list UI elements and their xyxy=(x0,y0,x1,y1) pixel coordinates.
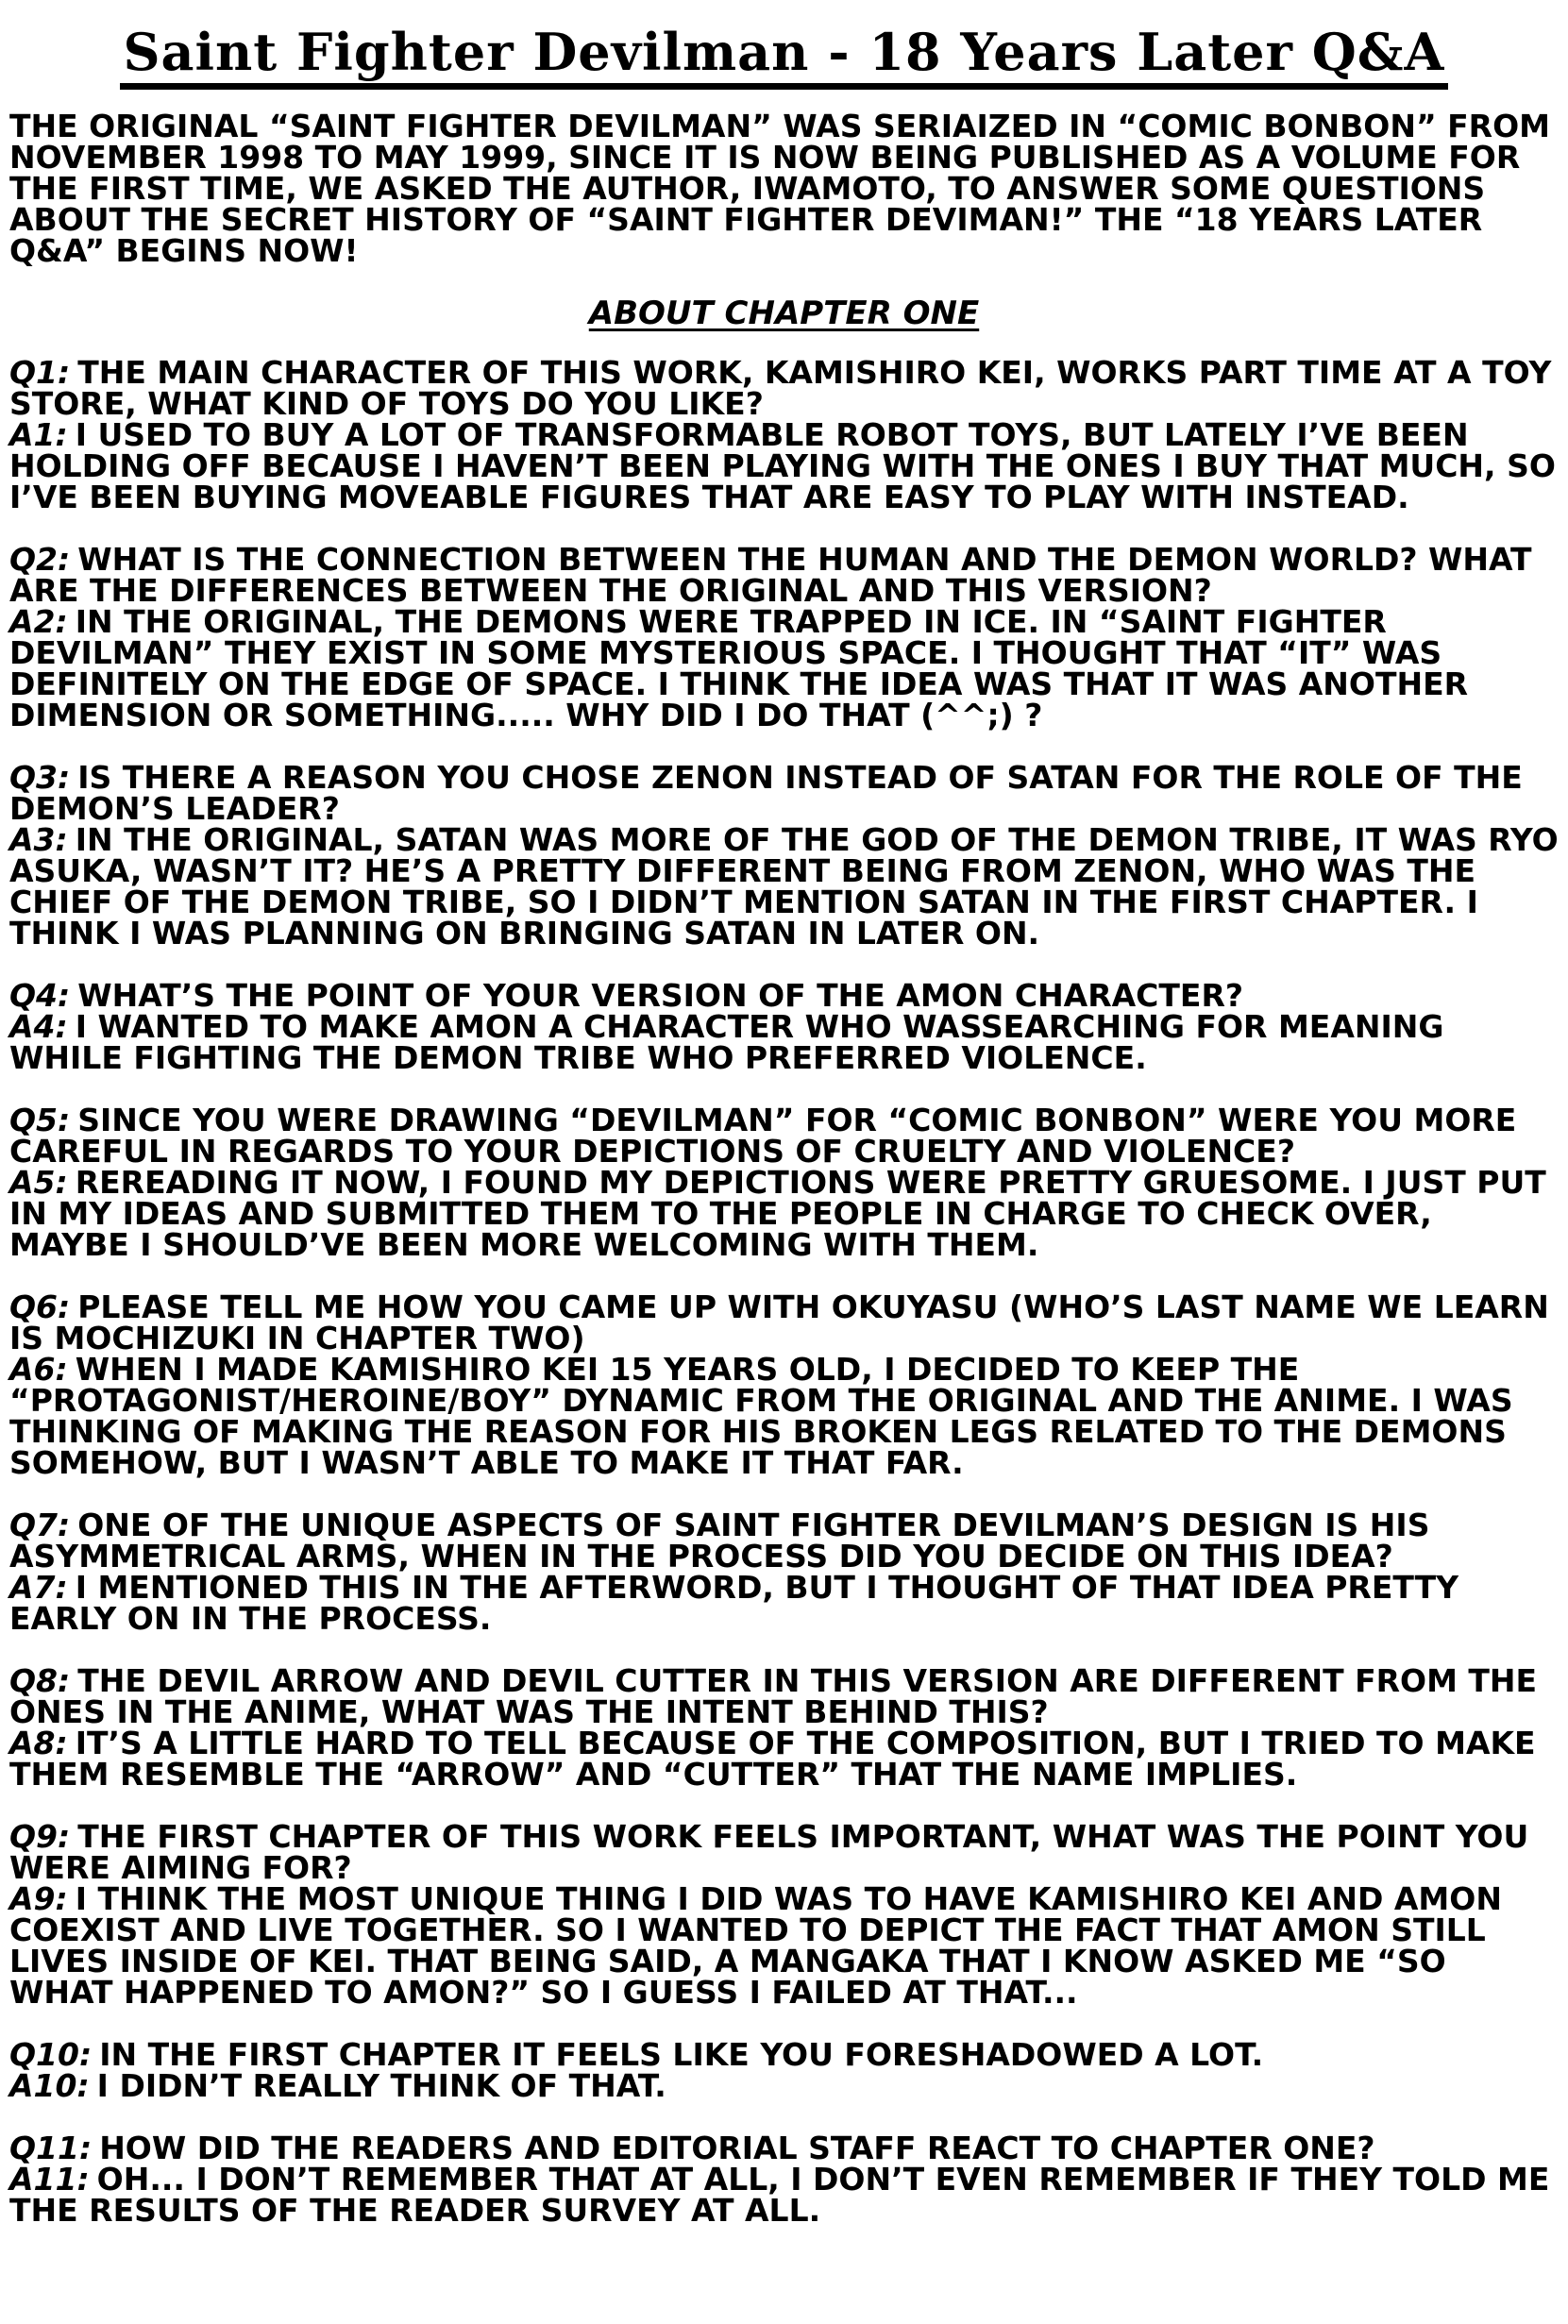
section-title: ABOUT CHAPTER ONE xyxy=(588,295,980,332)
qa-item xyxy=(9,1818,1559,2011)
answer-text: I MENTIONED THIS IN THE AFTERWORD, BUT I THOUGHT OF THAT IDEA PRETTY EARLY ON IN THE PROCESS. xyxy=(9,1569,1459,1637)
question-label: Q7: xyxy=(9,1507,71,1543)
qa-list xyxy=(9,354,1559,2229)
question-text: THE MAIN CHARACTER OF THIS WORK, KAMISHIRO KEI, WORKS PART TIME AT A TOY STORE, WHAT KIND OF TOYS DO YOU LIKE? xyxy=(9,354,1552,422)
answer-text: OH... I DON’T REMEMBER THAT AT ALL, I DON’T EVEN REMEMBER IF THEY TOLD ME THE RESULTS OF THE READER SURVEY AT ALL. xyxy=(9,2161,1550,2229)
answer xyxy=(9,1725,1559,1793)
answer-label: A10: xyxy=(9,2067,90,2104)
question-label: Q1: xyxy=(9,354,71,391)
answer-text: IN THE ORIGINAL, THE DEMONS WERE TRAPPED IN ICE. IN “SAINT FIGHTER DEVILMAN” THEY EXIST IN SOME MYSTERIOUS SPACE. I THOUGHT THAT “IT” WAS DEFINITELY ON THE EDGE OF SPACE. I THINK THE IDEA WAS THAT IT WAS ANOTHER DIMENSION OR SOMETHING..... WHY DID I DO THAT (^^;) ? xyxy=(9,603,1469,733)
question-label: Q10: xyxy=(9,2036,93,2073)
answer-label: A9: xyxy=(9,1880,68,1917)
question-text: SINCE YOU WERE DRAWING “DEVILMAN” FOR “COMIC BONBON” WERE YOU MORE CAREFUL IN REGARDS TO YOUR DEPICTIONS OF CRUELTY AND VIOLENCE? xyxy=(9,1102,1517,1170)
answer-label: A1: xyxy=(9,416,68,453)
answer xyxy=(9,603,1559,733)
question-text: WHAT’S THE POINT OF YOUR VERSION OF THE AMON CHARACTER? xyxy=(77,977,1243,1014)
question-text: THE DEVIL ARROW AND DEVIL CUTTER IN THIS VERSION ARE DIFFERENT FROM THE ONES IN THE ANIME, WHAT WAS THE INTENT BEHIND THIS? xyxy=(9,1662,1538,1730)
answer-label: A2: xyxy=(9,603,68,640)
answer xyxy=(9,1880,1559,2011)
answer-text: I USED TO BUY A LOT OF TRANSFORMABLE ROBOT TOYS, BUT LATELY I’VE BEEN HOLDING OFF BECAUSE I HAVEN’T BEEN PLAYING WITH THE ONES I BUY THAT MUCH, SO I’VE BEEN BUYING MOVEABLE FIGURES THAT ARE EASY TO PLAY WITH INSTEAD. xyxy=(9,416,1556,515)
question-label: Q4: xyxy=(9,977,71,1014)
answer-label: A7: xyxy=(9,1569,68,1606)
answer xyxy=(9,1164,1559,1263)
question-label: Q3: xyxy=(9,759,71,796)
answer-text: I DIDN’T REALLY THINK OF THAT. xyxy=(96,2067,666,2104)
question xyxy=(9,1102,1559,1170)
answer-text: IN THE ORIGINAL, SATAN WAS MORE OF THE GOD OF THE DEMON TRIBE, IT WAS RYO ASUKA, WASN’T IT? HE’S A PRETTY DIFFERENT BEING FROM ZENON, WHO WAS THE CHIEF OF THE DEMON TRIBE, SO I DIDN’T MENTION SATAN IN THE FIRST CHAPTER. I THINK I WAS PLANNING ON BRINGING SATAN IN LATER ON. xyxy=(9,821,1559,951)
page-title-text: Saint Fighter Devilman - 18 Years Later Q&A xyxy=(120,21,1449,90)
answer xyxy=(9,1569,1559,1637)
answer-text: IT’S A LITTLE HARD TO TELL BECAUSE OF THE COMPOSITION, BUT I TRIED TO MAKE THEM RESEMBLE THE “ARROW” AND “CUTTER” THAT THE NAME IMPLIES. xyxy=(9,1725,1536,1793)
answer-text: I WANTED TO MAKE AMON A CHARACTER WHO WASSEARCHING FOR MEANING WHILE FIGHTING THE DEMON TRIBE WHO PREFERRED VIOLENCE. xyxy=(9,1008,1444,1076)
question-label: Q5: xyxy=(9,1102,71,1138)
intro-paragraph: THE ORIGINAL “SAINT FIGHTER DEVILMAN” WAS SERIAIZED IN “COMIC BONBON” FROM NOVEMBER 1998 TO MAY 1999, SINCE IT IS NOW BEING PUBLISHED AS A VOLUME FOR THE FIRST TIME, WE ASKED THE AUTHOR, IWAMOTO, TO ANSWER SOME QUESTIONS ABOUT THE SECRET HISTORY OF “SAINT FIGHTER DEVIMAN!” THE “18 YEARS LATER Q&A” BEGINS NOW! xyxy=(9,108,1550,269)
answer-label: A5: xyxy=(9,1164,68,1201)
question-label: Q2: xyxy=(9,541,71,578)
answer xyxy=(9,1008,1559,1076)
answer xyxy=(9,416,1559,515)
question-text: HOW DID THE READERS AND EDITORIAL STAFF REACT TO CHAPTER ONE? xyxy=(99,2130,1375,2166)
question-text: THE FIRST CHAPTER OF THIS WORK FEELS IMPORTANT, WHAT WAS THE POINT YOU WERE AIMING FOR? xyxy=(9,1818,1529,1886)
question-label: Q6: xyxy=(9,1288,71,1325)
question-text: ONE OF THE UNIQUE ASPECTS OF SAINT FIGHTER DEVILMAN’S DESIGN IS HIS ASYMMETRICAL ARMS, WHEN IN THE PROCESS DID YOU DECIDE ON THIS IDEA? xyxy=(9,1507,1430,1575)
question xyxy=(9,354,1559,422)
answer xyxy=(9,821,1559,951)
question xyxy=(9,759,1559,827)
answer-label: A6: xyxy=(9,1351,68,1388)
answer-label: A11: xyxy=(9,2161,90,2198)
question xyxy=(9,1662,1559,1730)
question xyxy=(9,541,1559,609)
answer-label: A8: xyxy=(9,1725,68,1761)
question xyxy=(9,977,1559,1014)
question-text: IN THE FIRST CHAPTER IT FEELS LIKE YOU FORESHADOWED A LOT. xyxy=(99,2036,1264,2073)
answer-label: A3: xyxy=(9,821,68,858)
question xyxy=(9,2132,1559,2164)
answer-text: WHEN I MADE KAMISHIRO KEI 15 YEARS OLD, I DECIDED TO KEEP THE “PROTAGONIST/HEROINE/BOY” DYNAMIC FROM THE ORIGINAL AND THE ANIME. I WAS THINKING OF MAKING THE REASON FOR HIS BROKEN LEGS RELATED TO THE DEMONS SOMEHOW, BUT I WASN’T ABLE TO MAKE IT THAT FAR. xyxy=(9,1351,1513,1481)
answer-label: A4: xyxy=(9,1008,68,1045)
qa-item xyxy=(9,759,1559,951)
qa-item xyxy=(9,1662,1559,1793)
question xyxy=(9,2036,1559,2073)
answer-text: REREADING IT NOW, I FOUND MY DEPICTIONS WERE PRETTY GRUESOME. I JUST PUT IN MY IDEAS AND SUBMITTED THEM TO THE PEOPLE IN CHARGE TO CHECK OVER, MAYBE I SHOULD’VE BEEN MORE WELCOMING WITH THEM. xyxy=(9,1164,1546,1263)
question xyxy=(9,1818,1559,1886)
question-text: PLEASE TELL ME HOW YOU CAME UP WITH OKUYASU (WHO’S LAST NAME WE LEARN IS MOCHIZUKI IN CHAPTER TWO) xyxy=(9,1288,1549,1356)
answer xyxy=(9,1351,1559,1481)
question-label: Q11: xyxy=(9,2130,93,2166)
page-title xyxy=(9,21,1559,90)
qa-item xyxy=(9,1507,1559,1637)
question-label: Q8: xyxy=(9,1662,71,1699)
question-text: IS THERE A REASON YOU CHOSE ZENON INSTEAD OF SATAN FOR THE ROLE OF THE DEMON’S LEADER? xyxy=(9,759,1523,827)
question xyxy=(9,1507,1559,1575)
qa-item xyxy=(9,977,1559,1076)
question xyxy=(9,1288,1559,1356)
qa-item xyxy=(9,2036,1559,2104)
qa-item xyxy=(9,1288,1559,1481)
question-label: Q9: xyxy=(9,1818,71,1855)
qa-item xyxy=(9,1102,1559,1263)
qa-item xyxy=(9,354,1559,515)
answer-text: I THINK THE MOST UNIQUE THING I DID WAS TO HAVE KAMISHIRO KEI AND AMON COEXIST AND LIVE TOGETHER. SO I WANTED TO DEPICT THE FACT THAT AMON STILL LIVES INSIDE OF KEI. THAT BEING SAID, A MANGAKA THAT I KNOW ASKED ME “SO WHAT HAPPENED TO AMON?” SO I GUESS I FAILED AT THAT... xyxy=(9,1880,1502,2011)
answer xyxy=(9,2067,1559,2104)
question-text: WHAT IS THE CONNECTION BETWEEN THE HUMAN AND THE DEMON WORLD? WHAT ARE THE DIFFERENCES BETWEEN THE ORIGINAL AND THIS VERSION? xyxy=(9,541,1532,609)
answer xyxy=(9,2161,1559,2229)
qa-item xyxy=(9,541,1559,733)
qa-item xyxy=(9,2130,1559,2229)
